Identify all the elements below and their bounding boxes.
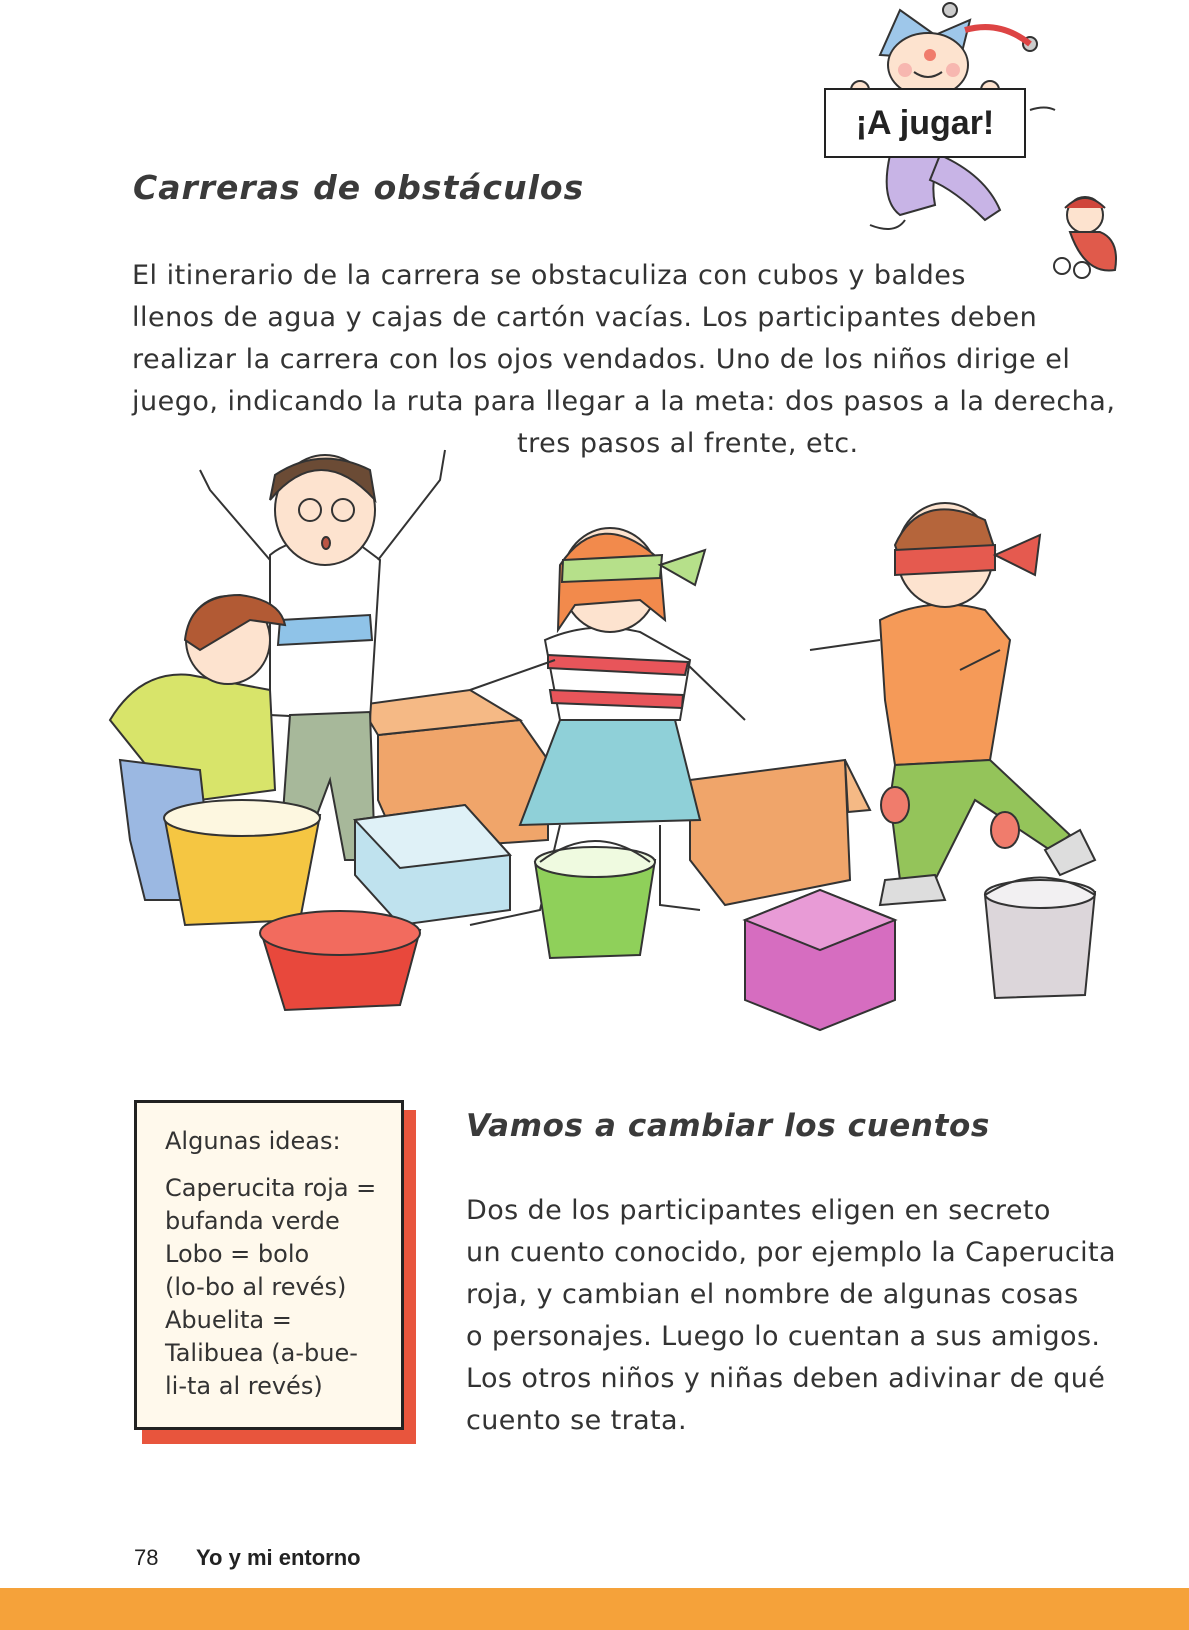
ideas-item: Abuelita = <box>165 1306 292 1334</box>
ideas-item: (lo-bo al revés) <box>165 1273 347 1301</box>
ideas-box <box>134 1100 404 1430</box>
paragraph-line: un cuento conocido, por ejemplo la Caperucita <box>466 1237 1116 1268</box>
red-tub <box>260 911 420 1010</box>
paragraph-line: tres pasos al frente, etc. <box>517 428 859 459</box>
paragraph-line: El itinerario de la carrera se obstaculiza con cubos y baldes <box>132 260 966 291</box>
section-title-obstacle-race: Carreras de obstáculos <box>133 168 585 207</box>
ideas-item: Talibuea (a-bue- <box>165 1339 358 1367</box>
paragraph-line: o personajes. Luego lo cuentan a sus amigos. <box>466 1321 1101 1352</box>
paragraph-line: cuento se trata. <box>466 1405 687 1436</box>
blindfolded-boy <box>810 503 1095 905</box>
paragraph-line: Dos de los participantes eligen en secreto <box>466 1195 1051 1226</box>
sign-text: ¡A jugar! <box>855 103 995 142</box>
paragraph-line: roja, y cambian el nombre de algunas cosas <box>466 1279 1079 1310</box>
paragraph-line: llenos de agua y cajas de cartón vacías. Los participantes deben <box>132 302 1038 333</box>
paragraph-line: Los otros niños y niñas deben adivinar de qué <box>466 1363 1106 1394</box>
page-number: 78 <box>134 1545 159 1570</box>
ideas-item: li-ta al revés) <box>165 1372 323 1400</box>
change-stories-paragraph <box>466 1190 1146 1442</box>
metal-bucket <box>985 878 1095 999</box>
paragraph-line: realizar la carrera con los ojos vendados. Uno de los niños dirige el <box>132 344 1071 375</box>
pink-box <box>745 890 895 1030</box>
paragraph-line: juego, indicando la ruta para llegar a la meta: dos pasos a la derecha, <box>132 386 1116 417</box>
footer-section-title: Yo y mi entorno <box>196 1545 361 1570</box>
ideas-item: Lobo = bolo <box>165 1240 310 1268</box>
green-bucket <box>535 841 655 958</box>
section-title-change-stories: Vamos a cambiar los cuentos <box>466 1108 990 1144</box>
footer-bar <box>0 1588 1189 1630</box>
ideas-item: Caperucita roja = <box>165 1174 377 1202</box>
yellow-bucket <box>164 800 320 925</box>
ideas-heading: Algunas ideas: <box>165 1127 341 1155</box>
cardboard-box-right <box>690 760 870 905</box>
ideas-item: bufanda verde <box>165 1207 340 1235</box>
